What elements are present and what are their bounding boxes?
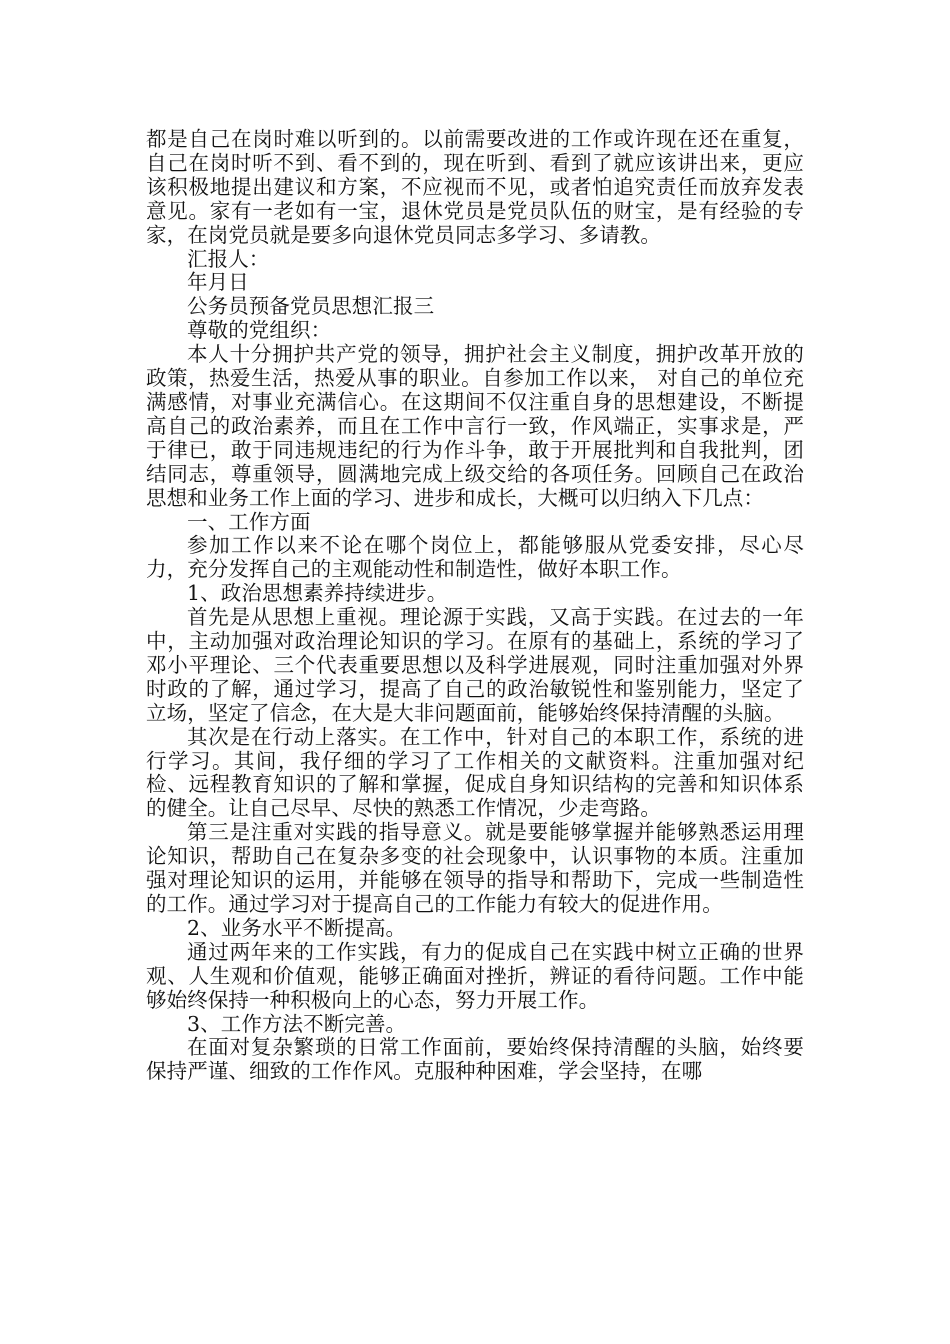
paragraph-action: 其次是在行动上落实。在工作中，针对自己的本职工作，系统的进行学习。其间，我仔细的学习了工作相关的文献资料。注重加强对纪检、远程教育知识的了解和掌握，促成自身知识结构的完善和知识体系的健全。让自己尽早、尽快的熟悉工作情况，少走弯路。	[146, 724, 804, 821]
paragraph-subheading-3: 3、工作方法不断完善。	[187, 1011, 407, 1036]
paragraph-method: 在面对复杂繁琐的日常工作面前，要始终保持清醒的头脑，始终要保持严谨、细致的工作作风。克服种种困难，学会坚持，在哪	[146, 1035, 804, 1084]
document-page	[146, 128, 804, 1084]
paragraph-thought: 首先是从思想上重视。理论源于实践，又高于实践。在过去的一年中，主动加强对政治理论知识的学习。在原有的基础上，系统的学习了邓小平理论、三个代表重要思想以及科学进展观，同时注重加强对外界时政的了解，通过学习，提高了自己的政治敏锐性和鉴别能力，坚定了立场，坚定了信念，在大是大非问题面前，能够始终保持清醒的头脑。	[146, 605, 804, 725]
paragraph-work-overview: 参加工作以来不论在哪个岗位上，都能够服从党委安排，尽心尽力，充分发挥自己的主观能动性和制造性，做好本职工作。	[146, 533, 804, 582]
paragraph-report-title: 公务员预备党员思想汇报三	[187, 294, 435, 319]
paragraph-reporter: 汇报人：	[187, 246, 270, 271]
paragraph-section-heading-work: 一、工作方面	[187, 509, 311, 534]
paragraph-intro: 本人十分拥护共产党的领导，拥护社会主义制度，拥护改革开放的政策，热爱生活，热爱从事的职业。自参加工作以来， 对自己的单位充满感情，对事业充满信心。在这期间不仅注重自身的思想建设，不断提高自己的政治素养，而且在工作中言行一致，作风端正，实事求是，严于律已，敢于同违规违纪的行为作斗争，敢于开展批判和自我批判，团结同志，尊重领导，圆满地完成上级交给的各项任务。回顾自己在政治思想和业务工作上面的学习、进步和成长，大概可以归纳入下几点：	[146, 342, 804, 510]
paragraph-subheading-1: 1、政治思想素养持续进步。	[187, 581, 448, 606]
paragraph-subheading-2: 2、业务水平不断提高。	[187, 915, 407, 940]
paragraph-date: 年月日	[187, 270, 249, 295]
paragraph-practice: 第三是注重对实践的指导意义。就是要能够掌握并能够熟悉运用理论知识，帮助自己在复杂多变的社会现象中，认识事物的本质。注重加强对理论知识的运用，并能够在领导的指导和帮助下，完成一些制造性的工作。通过学习对于提高自己的工作能力有较大的促进作用。	[146, 820, 804, 916]
paragraph-salutation: 尊敬的党组织：	[187, 318, 332, 343]
paragraph-continuation: 都是自己在岗时难以听到的。以前需要改进的工作或许现在还在重复，自己在岗时听不到、看不到的，现在听到、看到了就应该讲出来，更应该积极地提出建议和方案，不应视而不见，或者怕追究责任而放弃发表意见。家有一老如有一宝，退休党员是党员队伍的财宝，是有经验的专家，在岗党员就是要多向退休党员同志多学习、多请教。	[146, 127, 804, 247]
paragraph-skill: 通过两年来的工作实践，有力的促成自己在实践中树立正确的世界观、人生观和价值观，能够正确面对挫折，辨证的看待问题。工作中能够始终保持一种积极向上的心态，努力开展工作。	[146, 939, 804, 1012]
